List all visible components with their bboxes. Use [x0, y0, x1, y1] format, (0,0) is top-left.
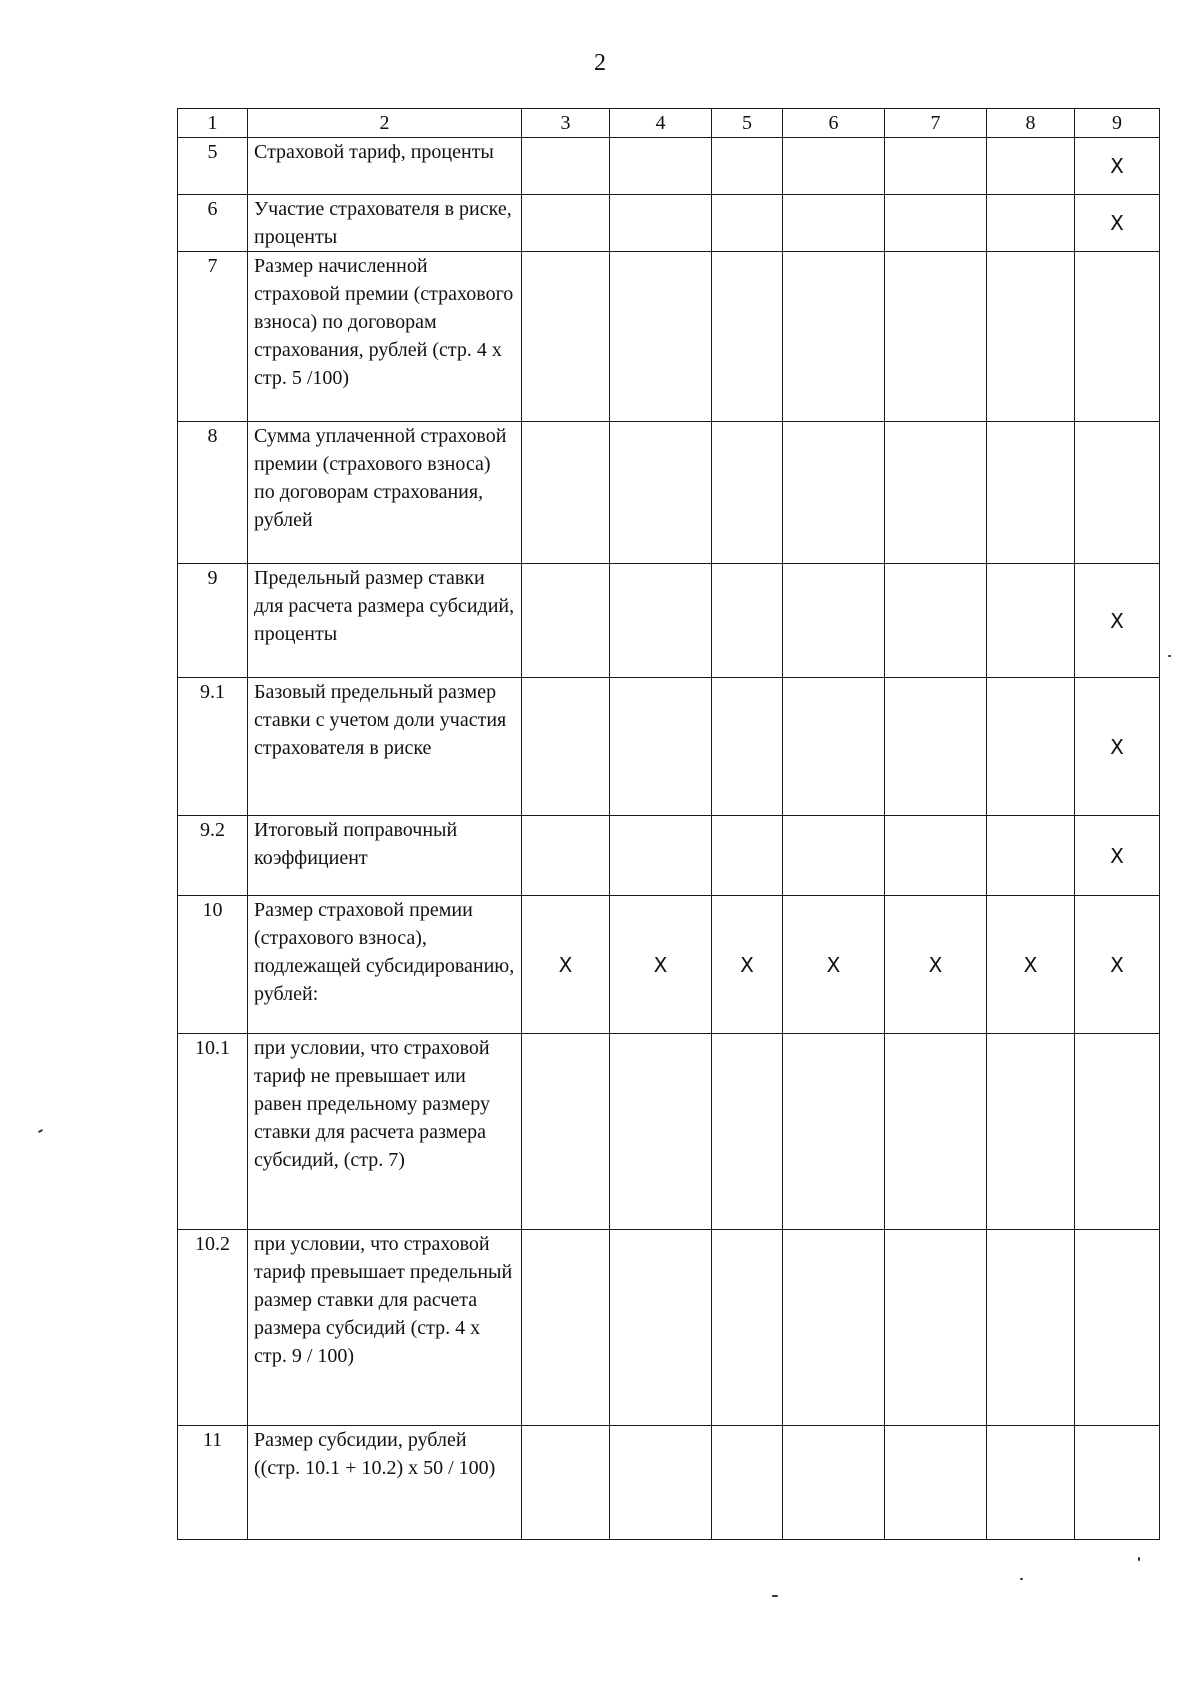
scan-speck [1138, 1557, 1140, 1561]
table-cell [987, 816, 1075, 896]
table-cell [712, 1034, 783, 1230]
table-cell: X [1075, 678, 1160, 816]
table-row [178, 564, 1160, 678]
table-cell [522, 138, 610, 195]
table-cell [987, 1426, 1075, 1540]
table-cell [712, 422, 783, 564]
row-description: Сумма уплаченной страховой премии (страхового взноса) по договорам страхования, рублей [248, 422, 522, 564]
table-cell [610, 138, 712, 195]
table-cell [522, 1034, 610, 1230]
table-cell [1075, 1426, 1160, 1540]
row-number: 8 [178, 422, 248, 564]
row-number: 11 [178, 1426, 248, 1540]
table-cell [610, 195, 712, 252]
table-cell [885, 138, 987, 195]
table-cell [783, 138, 885, 195]
table-cell [712, 816, 783, 896]
table-cell [522, 1230, 610, 1426]
table-row [178, 678, 1160, 816]
table-cell [522, 564, 610, 678]
row-number: 6 [178, 195, 248, 252]
table-row [178, 1034, 1160, 1230]
table-cell [885, 1034, 987, 1230]
table-cell: X [783, 896, 885, 1034]
row-description: Страховой тариф, проценты [248, 138, 522, 195]
column-header: 7 [885, 109, 987, 138]
table-cell [885, 1230, 987, 1426]
table-cell [522, 816, 610, 896]
table-cell [522, 195, 610, 252]
table-cell [987, 138, 1075, 195]
table-cell [783, 1034, 885, 1230]
row-description: Базовый предельный размер ставки с учетом доли участия страхователя в риске [248, 678, 522, 816]
table-cell: X [1075, 816, 1160, 896]
table-cell [987, 564, 1075, 678]
table-cell [885, 422, 987, 564]
table-cell [1075, 1230, 1160, 1426]
row-number: 9.1 [178, 678, 248, 816]
table-cell [712, 1426, 783, 1540]
table-cell [885, 816, 987, 896]
table-cell [522, 422, 610, 564]
row-description: Размер начисленной страховой премии (страхового взноса) по договорам страхования, рублей (стр. 4 х стр. 5 /100) [248, 252, 522, 422]
table-cell [610, 1230, 712, 1426]
table-cell: X [712, 896, 783, 1034]
table-cell [712, 678, 783, 816]
table-cell: X [522, 896, 610, 1034]
table-cell [783, 564, 885, 678]
column-header: 4 [610, 109, 712, 138]
row-description: Размер страховой премии (страхового взноса), подлежащей субсидированию, рублей: [248, 896, 522, 1034]
table-cell [610, 1426, 712, 1540]
table-header-row [178, 109, 1160, 138]
table-cell [783, 422, 885, 564]
table-cell [987, 1034, 1075, 1230]
row-description: Предельный размер ставки для расчета размера субсидий, проценты [248, 564, 522, 678]
row-description: при условии, что страховой тариф не превышает или равен предельному размеру ставки для расчета размера субсидий, (стр. 7) [248, 1034, 522, 1230]
row-description: Участие страхователя в риске, проценты [248, 195, 522, 252]
table-row [178, 1230, 1160, 1426]
table-cell: X [885, 896, 987, 1034]
table-cell: X [1075, 564, 1160, 678]
scan-speck [38, 1129, 43, 1133]
table-cell [783, 195, 885, 252]
table-cell [885, 564, 987, 678]
table-cell [522, 252, 610, 422]
table-cell [1075, 1034, 1160, 1230]
column-header: 8 [987, 109, 1075, 138]
table-row [178, 1426, 1160, 1540]
table-cell [783, 252, 885, 422]
row-number: 7 [178, 252, 248, 422]
table-cell [885, 195, 987, 252]
table-cell: X [1075, 195, 1160, 252]
row-number: 10 [178, 896, 248, 1034]
table-cell [712, 1230, 783, 1426]
table-cell [522, 678, 610, 816]
table-cell [1075, 252, 1160, 422]
table-cell [783, 1230, 885, 1426]
column-header: 3 [522, 109, 610, 138]
row-description: Итоговый поправочный коэффициент [248, 816, 522, 896]
table-cell [987, 1230, 1075, 1426]
table-cell: X [1075, 896, 1160, 1034]
table-row [178, 195, 1160, 252]
row-number: 10.1 [178, 1034, 248, 1230]
table-cell [987, 422, 1075, 564]
table-cell [885, 252, 987, 422]
scan-speck [1168, 655, 1171, 657]
scan-speck [772, 1595, 778, 1597]
table-row [178, 896, 1160, 1034]
table-cell [885, 678, 987, 816]
scan-speck [1020, 1578, 1023, 1580]
table-cell [610, 1034, 712, 1230]
column-header: 9 [1075, 109, 1160, 138]
table-row [178, 138, 1160, 195]
table-cell [783, 678, 885, 816]
table-cell [783, 816, 885, 896]
table-cell [712, 138, 783, 195]
table-cell: X [1075, 138, 1160, 195]
table-cell [987, 678, 1075, 816]
table-cell [1075, 422, 1160, 564]
row-description: Размер субсидии, рублей ((стр. 10.1 + 10.2) х 50 / 100) [248, 1426, 522, 1540]
table-cell [610, 678, 712, 816]
row-number: 9 [178, 564, 248, 678]
table-cell: X [610, 896, 712, 1034]
table-cell [712, 195, 783, 252]
column-header: 2 [248, 109, 522, 138]
table-cell [610, 816, 712, 896]
table-cell [987, 252, 1075, 422]
table-cell: X [987, 896, 1075, 1034]
column-header: 1 [178, 109, 248, 138]
table-cell [712, 564, 783, 678]
table-cell [610, 564, 712, 678]
column-header: 6 [783, 109, 885, 138]
table-cell [783, 1426, 885, 1540]
table-row [178, 422, 1160, 564]
page-number: 2 [594, 50, 606, 76]
table-cell [987, 195, 1075, 252]
table-cell [610, 252, 712, 422]
table-row [178, 252, 1160, 422]
table-cell [885, 1426, 987, 1540]
row-description: при условии, что страховой тариф превышает предельный размер ставки для расчета размера субсидий (стр. 4 х стр. 9 / 100) [248, 1230, 522, 1426]
column-header: 5 [712, 109, 783, 138]
table-cell [522, 1426, 610, 1540]
table-row [178, 816, 1160, 896]
table-cell [610, 422, 712, 564]
subsidy-calculation-table [177, 108, 1160, 1540]
row-number: 10.2 [178, 1230, 248, 1426]
row-number: 9.2 [178, 816, 248, 896]
table-cell [712, 252, 783, 422]
row-number: 5 [178, 138, 248, 195]
